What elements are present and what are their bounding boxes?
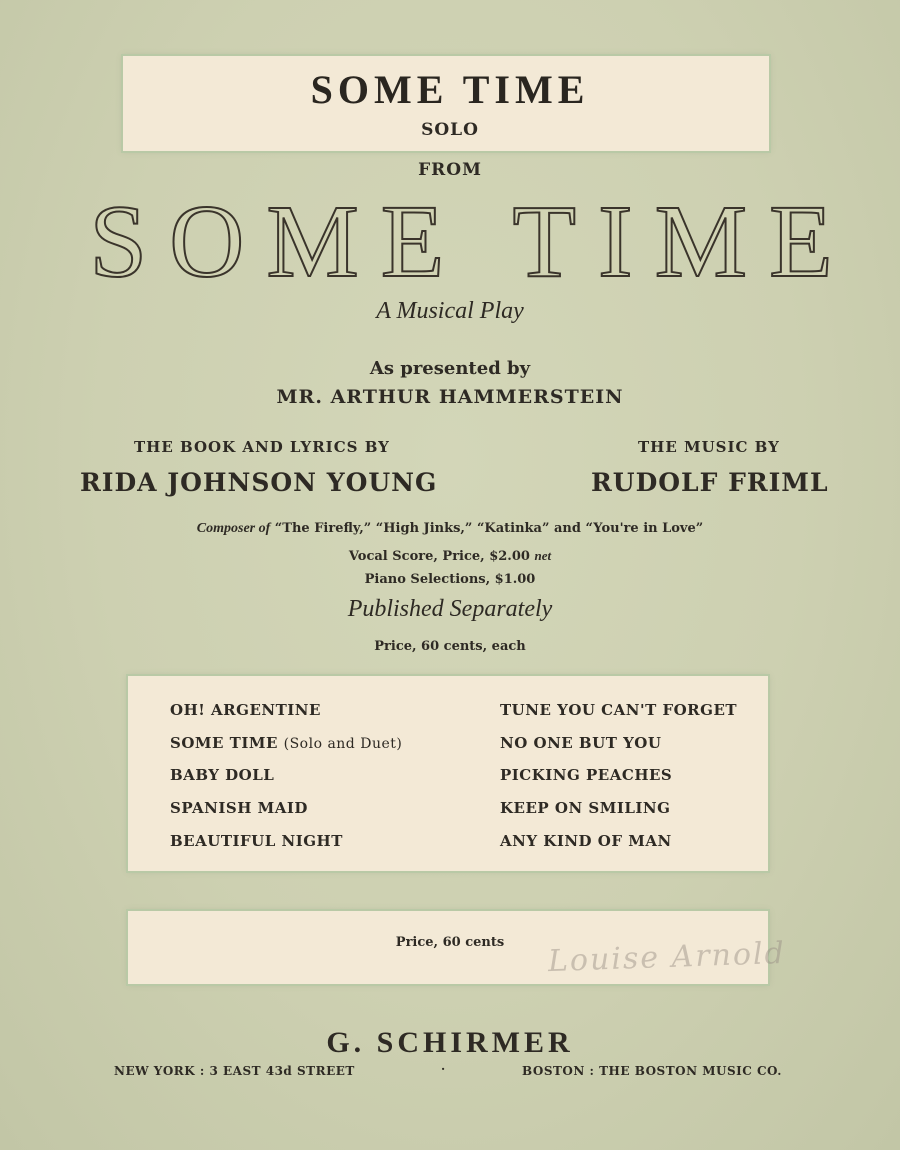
song-list-panel <box>128 676 768 871</box>
show-subtitle: A Musical Play <box>376 298 524 324</box>
music-credit-label: THE MUSIC BY <box>638 438 780 456</box>
song-note: (Solo and Duet) <box>283 736 403 752</box>
vocal-score-text: Vocal Score, Price, $2.00 <box>348 549 530 564</box>
song-item: TUNE YOU CAN'T FORGET <box>500 701 738 719</box>
song-item: SPANISH MAID <box>170 799 308 817</box>
published-separately-heading: Published Separately <box>347 596 553 622</box>
solo-label: SOLO <box>421 120 479 140</box>
composer-name: RUDOLF FRIML <box>591 468 829 497</box>
composer-of-label: Composer of <box>196 521 271 536</box>
song-item: NO ONE BUT YOU <box>500 734 662 752</box>
new-york-address: NEW YORK : 3 EAST 43d STREET <box>114 1064 355 1078</box>
song-item: BEAUTIFUL NIGHT <box>170 832 343 850</box>
show-title: SOME TIME <box>89 184 855 299</box>
song-item: SOME TIME (Solo and Duet) <box>170 734 403 752</box>
song-title: SOME TIME <box>310 67 590 112</box>
address-separator: · <box>441 1062 446 1076</box>
composer-other-works <box>0 521 900 537</box>
producer-name: MR. ARTHUR HAMMERSTEIN <box>276 386 624 408</box>
price-label: Price, 60 cents <box>395 935 505 950</box>
composer-works-list: “The Firefly,” “High Jinks,” “Katinka” and “You're in Love” <box>274 521 704 536</box>
lyrics-credit-label: THE BOOK AND LYRICS BY <box>134 438 390 456</box>
vocal-score-price <box>0 548 900 564</box>
net-label: net <box>534 548 552 563</box>
publisher-name: G. SCHIRMER <box>326 1026 574 1059</box>
handwritten-signature: Louise Arnold <box>547 935 787 980</box>
presented-by-label: As presented by <box>369 358 531 379</box>
song-item: BABY DOLL <box>170 766 275 784</box>
lyricist-name: RIDA JOHNSON YOUNG <box>80 468 438 497</box>
song-item: PICKING PEACHES <box>500 766 673 784</box>
song-item: KEEP ON SMILING <box>500 799 671 817</box>
price-each-label: Price, 60 cents, each <box>374 639 526 654</box>
boston-address: BOSTON : THE BOSTON MUSIC CO. <box>522 1064 782 1078</box>
piano-selections-price: Piano Selections, $1.00 <box>364 572 536 587</box>
song-item: ANY KIND OF MAN <box>500 832 672 850</box>
from-label: FROM <box>418 160 482 180</box>
song-item: OH! ARGENTINE <box>170 701 321 719</box>
